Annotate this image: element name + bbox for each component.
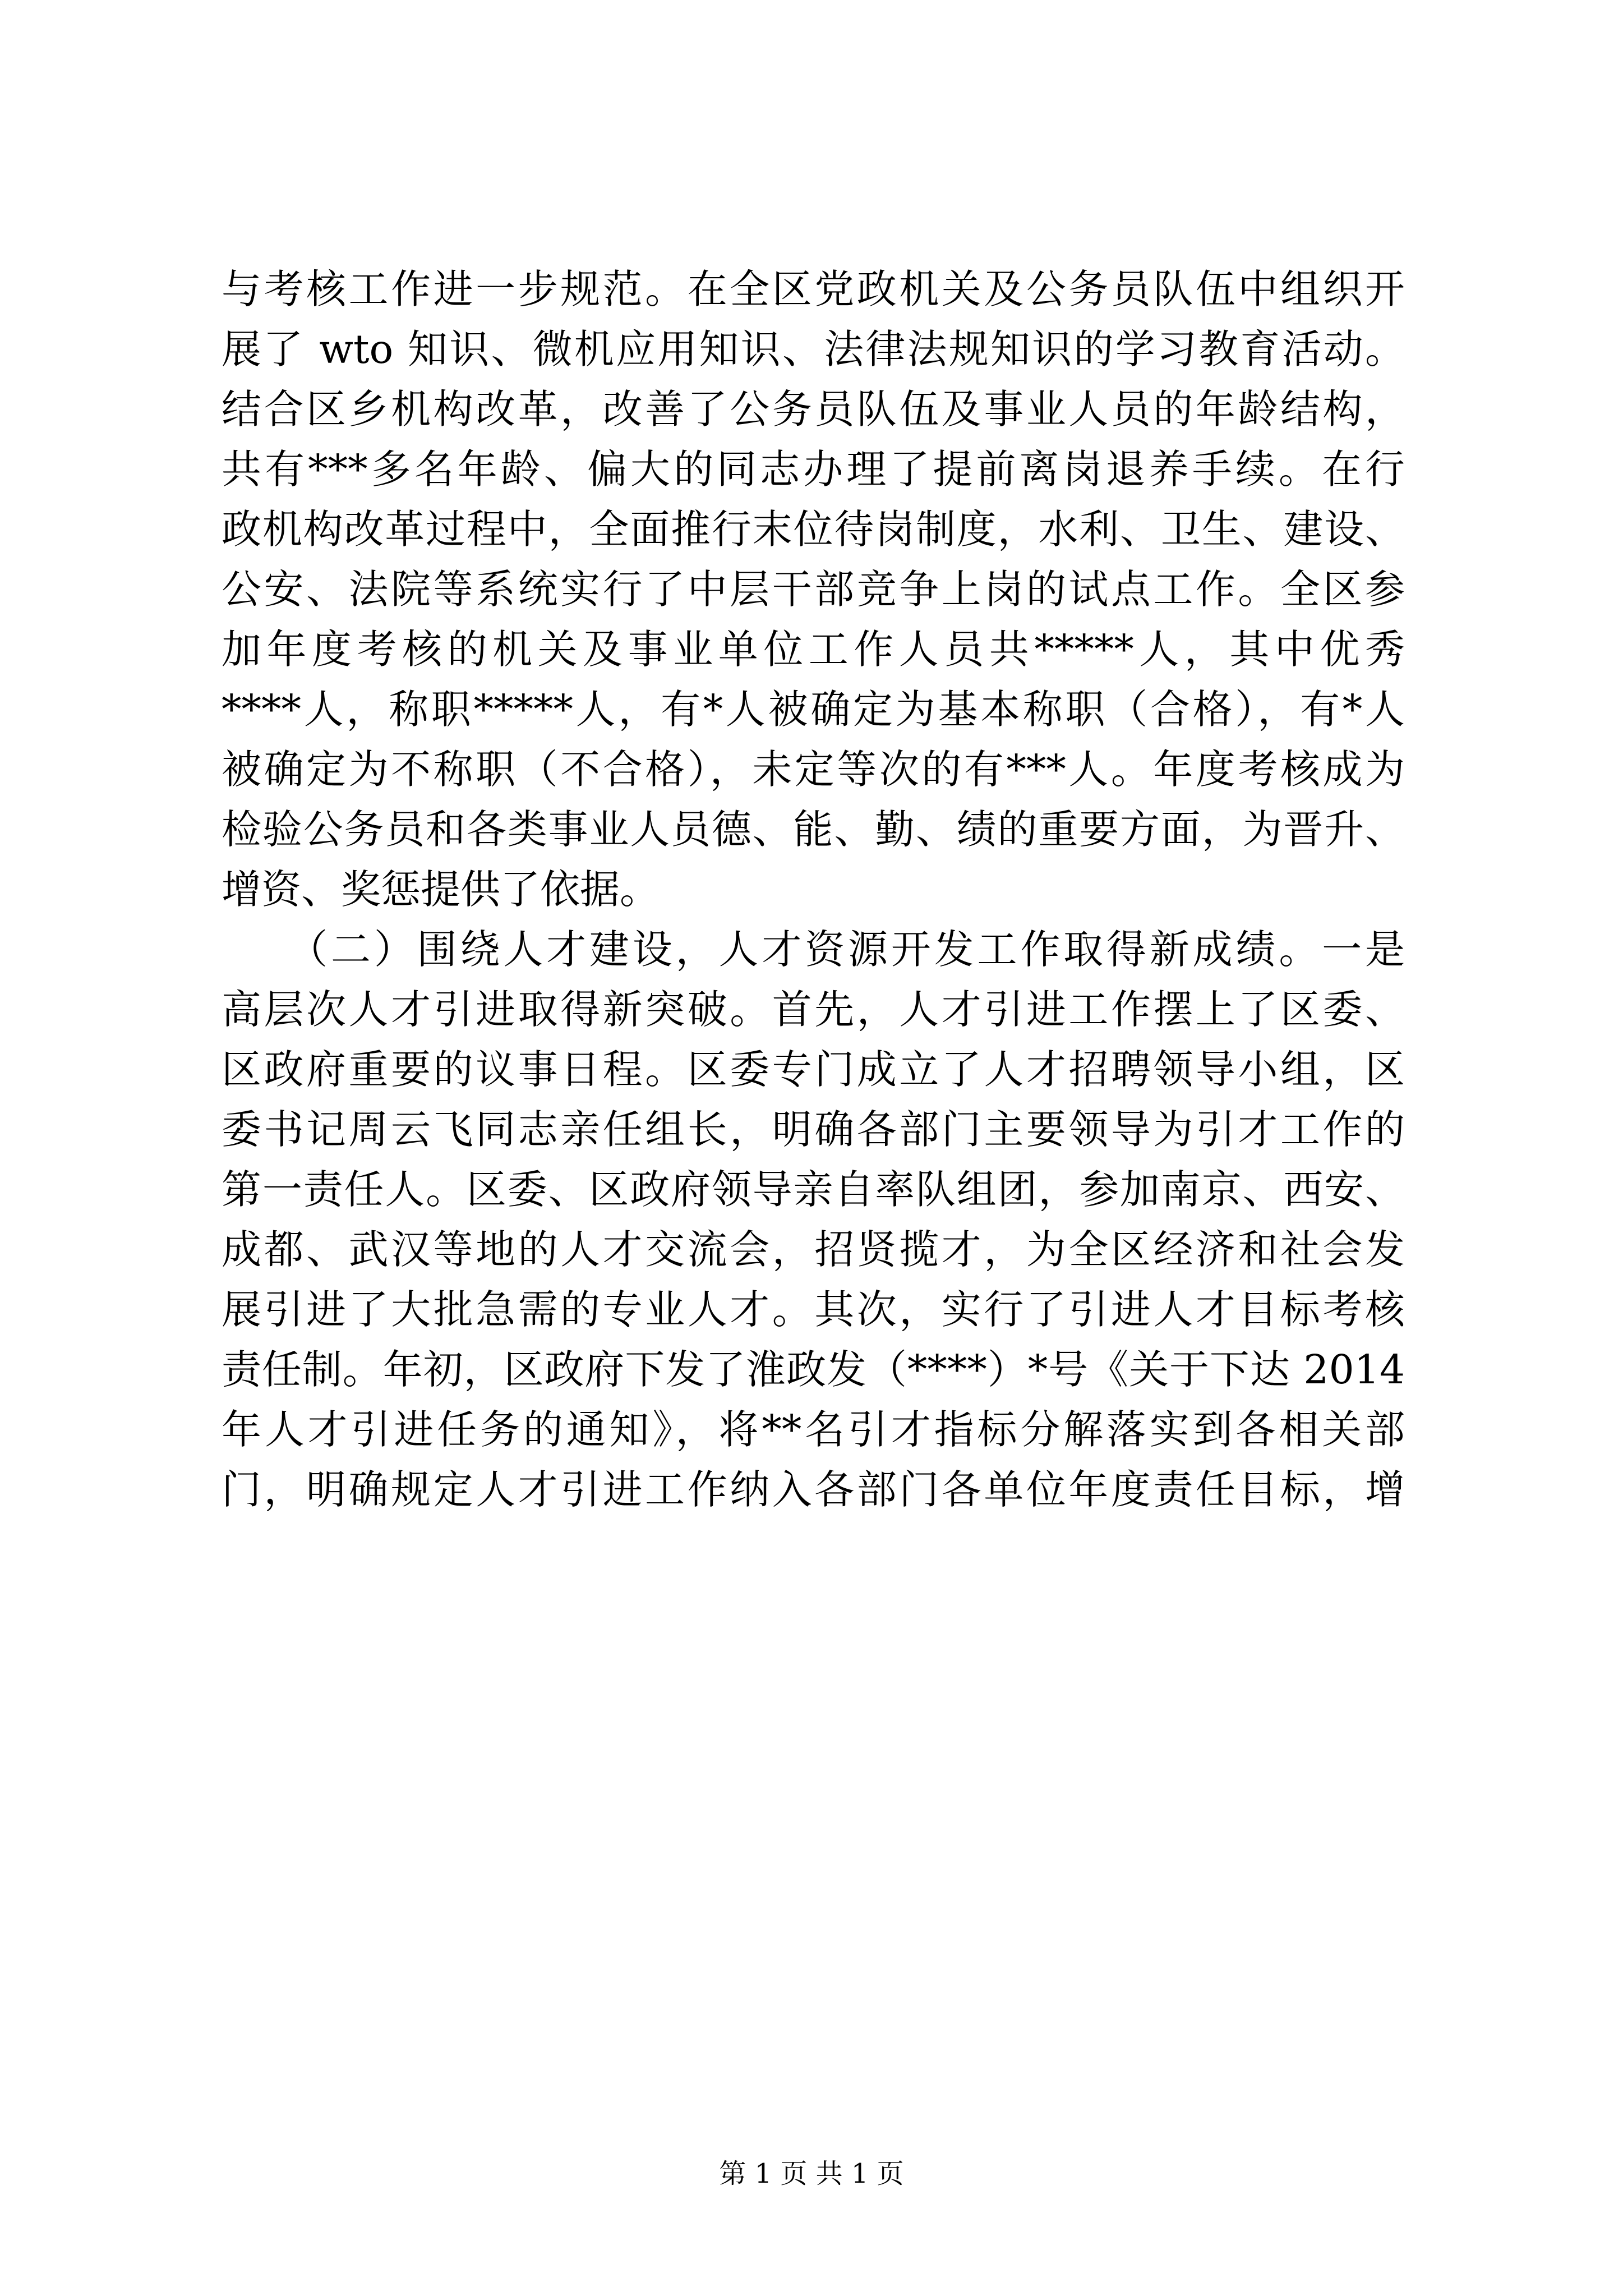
text-line: 增资、奖惩提供了依据。 xyxy=(222,866,660,913)
text-line: ****人，称职*****人，有*人被确定为基本称职（合格），有*人 xyxy=(222,686,1405,733)
text-line: 与考核工作进一步规范。在全区党政机关及公务员队伍中组织开 xyxy=(222,266,1405,312)
text-line: （二）围绕人才建设，人才资源开发工作取得新成绩。一是 xyxy=(222,926,1405,973)
text-line: 公安、法院等系统实行了中层干部竞争上岗的试点工作。全区参 xyxy=(222,566,1405,613)
text-line: 委书记周云飞同志亲任组长，明确各部门主要领导为引才工作的 xyxy=(222,1106,1405,1153)
text-line: 共有***多名年龄、偏大的同志办理了提前离岗退养手续。在行 xyxy=(222,446,1405,493)
text-line: 被确定为不称职（不合格），未定等次的有***人。年度考核成为 xyxy=(222,746,1405,793)
text-line: 政机构改革过程中，全面推行末位待岗制度，水利、卫生、建设、 xyxy=(222,506,1405,553)
text-line: 高层次人才引进取得新突破。首先，人才引进工作摆上了区委、 xyxy=(222,986,1405,1033)
text-line: 门，明确规定人才引进工作纳入各部门各单位年度责任目标，增 xyxy=(222,1466,1405,1513)
text-line: 第一责任人。区委、区政府领导亲自率队组团，参加南京、西安、 xyxy=(222,1166,1405,1213)
page-footer xyxy=(0,2157,1623,2191)
text-line: 检验公务员和各类事业人员德、能、勤、绩的重要方面，为晋升、 xyxy=(222,806,1405,853)
text-line: 区政府重要的议事日程。区委专门成立了人才招聘领导小组，区 xyxy=(222,1046,1405,1093)
page-number: 第 1 页 共 1 页 xyxy=(719,2158,904,2189)
text-line: 展引进了大批急需的专业人才。其次，实行了引进人才目标考核 xyxy=(222,1286,1405,1333)
body-text xyxy=(222,259,1405,1520)
text-line: 成都、武汉等地的人才交流会，招贤揽才，为全区经济和社会发 xyxy=(222,1226,1405,1273)
text-line: 年人才引进任务的通知》，将**名引才指标分解落实到各相关部 xyxy=(222,1406,1405,1453)
text-line: 责任制。年初，区政府下发了淮政发（****）*号《关于下达 2014 xyxy=(222,1346,1405,1393)
text-line: 加年度考核的机关及事业单位工作人员共*****人，其中优秀 xyxy=(222,626,1405,673)
text-line: 展了 wto 知识、微机应用知识、法律法规知识的学习教育活动。 xyxy=(222,326,1405,372)
text-line: 结合区乡机构改革，改善了公务员队伍及事业人员的年龄结构， xyxy=(222,386,1405,432)
